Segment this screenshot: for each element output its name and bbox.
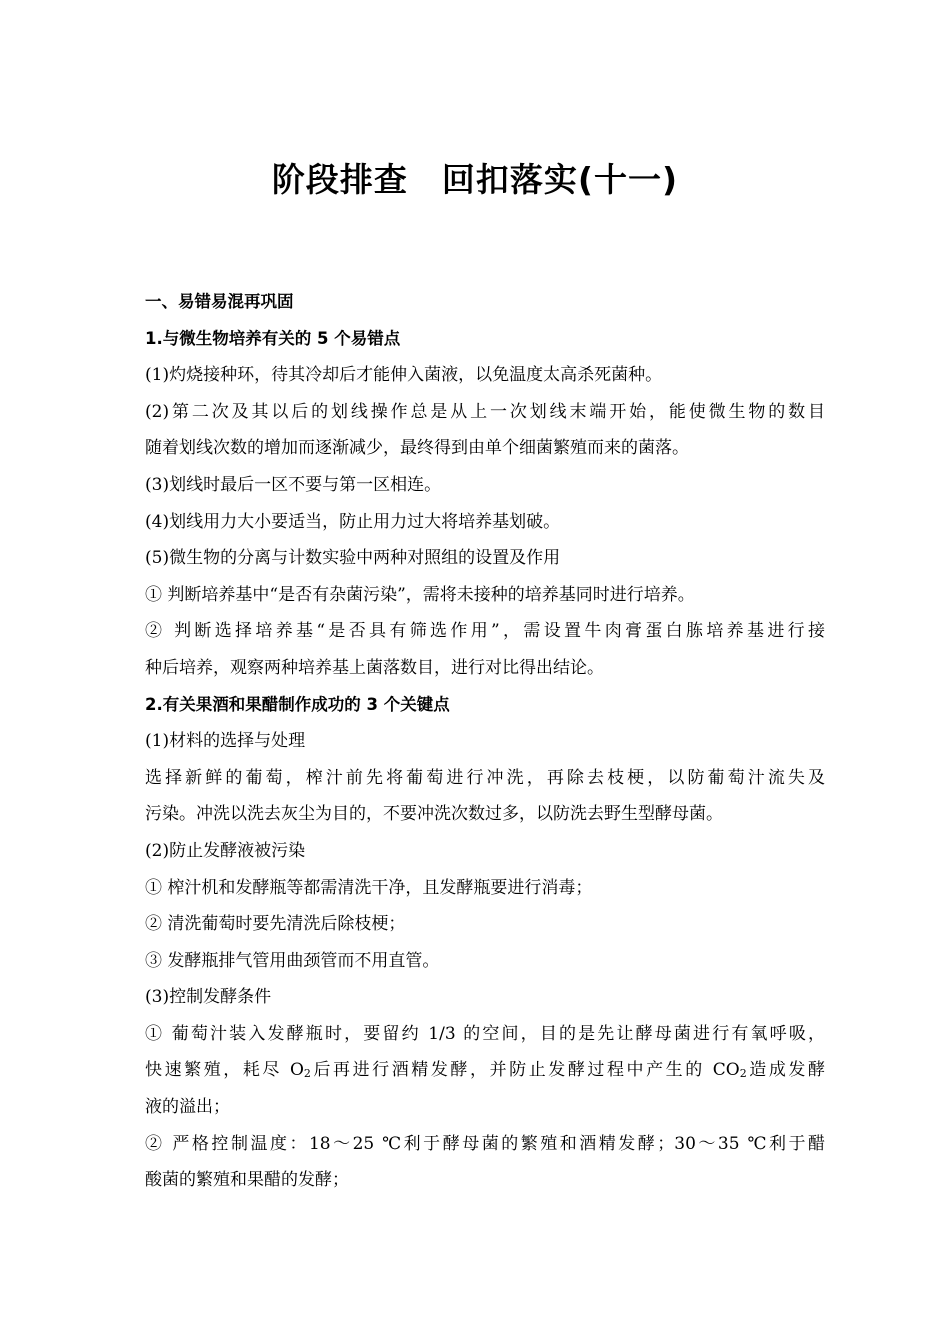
paragraph-line: (2)防止发酵液被污染 <box>145 840 306 861</box>
o2-subscript: 2 <box>303 1067 311 1081</box>
paragraph-line: (3)控制发酵条件 <box>145 987 272 1008</box>
paragraph-line: (3)划线时最后一区不要与第一区相连。 <box>145 474 442 495</box>
paragraph-line: (5)微生物的分离与计数实验中两种对照组的设置及作用 <box>145 548 561 569</box>
paragraph-line: (4)划线用力大小要适当，防止用力过大将培养基划破。 <box>145 511 561 532</box>
paragraph-line: ② 严格控制温度：18～25 ℃利于酵母菌的繁殖和酒精发酵；30～35 ℃利于醋 <box>145 1133 825 1154</box>
paragraph-line: 随着划线次数的增加而逐渐减少，最终得到由单个细菌繁殖而来的菌落。 <box>145 438 689 459</box>
paragraph-line: ① 榨汁机和发酵瓶等都需清洗干净，且发酵瓶要进行消毒； <box>145 877 593 898</box>
section-heading: 一、易错易混再巩固 <box>145 292 294 311</box>
paragraph-line: 种后培养，观察两种培养基上菌落数目，进行对比得出结论。 <box>145 657 604 678</box>
paragraph-line: 液的溢出； <box>145 1097 230 1118</box>
co2-text-c: 造成发酵 <box>746 1060 826 1081</box>
paragraph-line: 酸菌的繁殖和果醋的发酵； <box>145 1170 349 1191</box>
co2-text-b: 后再进行酒精发酵，并防止发酵过程中产生的 CO <box>310 1060 740 1081</box>
paragraph-line: ② 清洗葡萄时要先清洗后除枝梗； <box>145 914 406 935</box>
paragraph-line: (1)灼烧接种环，待其冷却后才能伸入菌液，以免温度太高杀死菌种。 <box>145 365 663 386</box>
paragraph-line: 污染。冲洗以洗去灰尘为目的，不要冲洗次数过多，以防洗去野生型酵母菌。 <box>145 804 723 825</box>
paragraph-line: 选择新鲜的葡萄，榨汁前先将葡萄进行冲洗，再除去枝梗，以防葡萄汁流失及 <box>145 767 825 788</box>
paragraph-line: ① 葡萄汁装入发酵瓶时，要留约 1/3 的空间，目的是先让酵母菌进行有氧呼吸， <box>145 1023 825 1044</box>
co2-subscript: 2 <box>739 1067 747 1081</box>
paragraph-line: (2)第二次及其以后的划线操作总是从上一次划线末端开始，能使微生物的数目 <box>145 401 825 422</box>
title-part1: 阶段排查 <box>271 160 408 199</box>
co2-text-a: 快速繁殖，耗尽 O <box>145 1060 304 1081</box>
subsection-heading: 1.与微生物培养有关的 5 个易错点 <box>145 328 401 348</box>
page-title <box>0 150 950 210</box>
paragraph-line: ① 判断培养基中“是否有杂菌污染”，需将未接种的培养基同时进行培养。 <box>145 584 695 605</box>
paragraph-line-co2 <box>145 1052 825 1089</box>
paragraph-line: ③ 发酵瓶排气管用曲颈管而不用直管。 <box>145 950 440 971</box>
title-part2: 回扣落实(十一) <box>441 160 679 199</box>
paragraph-line: (1)材料的选择与处理 <box>145 731 306 752</box>
document-body <box>145 284 825 1199</box>
paragraph-line: ② 判断选择培养基“是否具有筛选作用”，需设置牛肉膏蛋白胨培养基进行接 <box>145 621 825 642</box>
subsection-heading: 2.有关果酒和果醋制作成功的 3 个关键点 <box>145 694 450 714</box>
